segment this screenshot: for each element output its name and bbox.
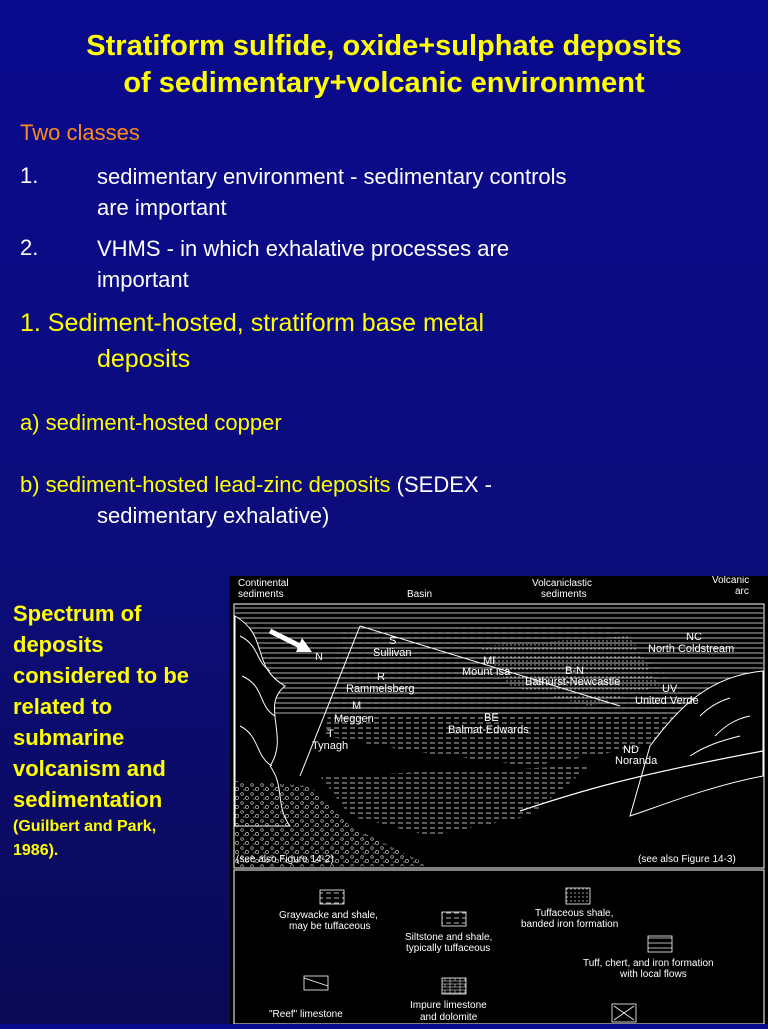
sub-item-b-part-1: b) sediment-hosted lead-zinc deposits xyxy=(20,472,391,497)
header-continental-1: Continental xyxy=(238,578,289,589)
legend-tuff-chert-2: with local flows xyxy=(620,969,687,980)
side-caption-line: Spectrum of xyxy=(13,601,142,626)
cross-section-svg xyxy=(230,576,768,1024)
deposit-code-mi: MI xyxy=(483,655,496,667)
two-classes-heading: Two classes xyxy=(20,120,140,145)
legend-swatch-reef-limestone xyxy=(304,976,328,990)
legend-graywacke-1: Graywacke and shale, xyxy=(279,910,378,921)
header-volcaniclastic-2: sediments xyxy=(541,589,587,600)
volcanic-symbol xyxy=(614,1006,634,1020)
sub-item-b-part-2: (SEDEX - xyxy=(390,472,492,497)
deposit-code-bn: B-N xyxy=(565,665,584,677)
deposit-code-m: M xyxy=(352,700,362,712)
deposit-name-united-verde: United Verde xyxy=(635,695,699,707)
sub-item-b xyxy=(20,469,740,531)
legend-swatch-siltstone xyxy=(442,912,466,926)
deposit-code-nd: ND xyxy=(623,744,639,756)
deposit-name-north-coldstream: North Coldstream xyxy=(648,643,735,655)
deposit-name-bathurst-newcastle: Bathurst-Newcastle xyxy=(525,676,621,688)
title-line-2: of sedimentary+volcanic environment xyxy=(123,67,645,99)
legend-tuffaceous-shale-2: banded iron formation xyxy=(521,919,619,930)
legend-swatch-tuff-chert xyxy=(648,936,672,952)
header-volcaniclastic-1: Volcaniclastic xyxy=(532,578,593,589)
legend-siltstone-1: Siltstone and shale, xyxy=(405,932,493,943)
deposit-name-mount-isa: Mount Isa xyxy=(462,666,511,678)
see-also-left: (see also Figure 14-2) xyxy=(236,854,334,865)
deposit-name-noranda: Noranda xyxy=(615,755,658,767)
legend-frame xyxy=(234,870,764,1024)
deposit-code-uv: UV xyxy=(662,683,678,695)
side-citation-line-2: 1986). xyxy=(13,842,59,859)
deposit-code-n: N xyxy=(315,651,323,663)
see-also-right: (see also Figure 14-3) xyxy=(638,854,736,865)
class-2-number: 2. xyxy=(20,235,39,260)
section-heading xyxy=(20,305,740,377)
geologic-cross-section-figure xyxy=(230,576,768,1024)
section-heading-line-1: 1. Sediment-hosted, stratiform base metal xyxy=(20,309,485,337)
legend-swatch-graywacke xyxy=(320,890,344,904)
deposit-name-meggen: Meggen xyxy=(334,713,374,725)
header-continental-2: sediments xyxy=(238,589,284,600)
deposit-code-s: S xyxy=(389,635,397,647)
side-caption-line: volcanism and xyxy=(13,756,166,781)
class-1-text xyxy=(97,161,737,223)
class-1-number: 1. xyxy=(20,163,39,188)
deposit-code-be: BE xyxy=(484,712,499,724)
header-volcanic-arc-1: Volcanic xyxy=(712,576,750,586)
legend-swatch-tuffaceous-shale xyxy=(566,888,590,904)
side-caption-line: sedimentation xyxy=(13,787,163,812)
deposit-code-t: T xyxy=(327,728,334,740)
side-caption xyxy=(13,598,225,863)
sub-item-b-line-2: sedimentary exhalative) xyxy=(97,503,330,528)
legend-graywacke-2: may be tuffaceous xyxy=(289,921,371,932)
deposit-code-nc: NC xyxy=(686,631,702,643)
deposit-name-tynagh: Tynagh xyxy=(312,740,349,752)
deposit-name-rammelsberg: Rammelsberg xyxy=(346,683,415,695)
side-citation-line-1: (Guilbert and Park, xyxy=(13,818,157,835)
legend-impure-limestone-2: and dolomite xyxy=(420,1012,478,1023)
legend-reef-limestone: "Reef" limestone xyxy=(269,1009,343,1020)
legend-tuffaceous-shale-1: Tuffaceous shale, xyxy=(535,908,614,919)
side-caption-line: submarine xyxy=(13,725,125,750)
legend-impure-limestone-1: Impure limestone xyxy=(410,1000,487,1011)
class-2-line-2: important xyxy=(97,267,189,292)
section-heading-line-2: deposits xyxy=(97,345,191,373)
class-2-line-1: VHMS - in which exhalative processes are xyxy=(97,236,510,261)
title-line-1: Stratiform sulfide, oxide+sulphate deposits xyxy=(86,30,682,62)
header-basin: Basin xyxy=(407,589,433,600)
class-1-line-1: sedimentary environment - sedimentary controls xyxy=(97,164,567,189)
sub-item-a: a) sediment-hosted copper xyxy=(20,410,282,435)
legend-siltstone-2: typically tuffaceous xyxy=(406,943,491,954)
side-caption-line: related to xyxy=(13,694,113,719)
legend-tuff-chert-1: Tuff, chert, and iron formation xyxy=(583,958,714,969)
slide-title xyxy=(0,28,768,102)
class-2-text xyxy=(97,233,737,295)
side-caption-line: deposits xyxy=(13,632,104,657)
deposit-name-balmat-edwards: Balmat-Edwards xyxy=(448,724,529,736)
deposit-code-r: R xyxy=(377,671,385,683)
legend-swatch-impure-limestone xyxy=(442,978,466,994)
header-volcanic-arc-2: arc xyxy=(735,586,749,597)
deposit-name-sullivan: Sullivan xyxy=(373,647,412,659)
reef-symbol-line xyxy=(304,978,328,986)
class-1-line-2: are important xyxy=(97,195,227,220)
side-caption-line: considered to be xyxy=(13,663,190,688)
